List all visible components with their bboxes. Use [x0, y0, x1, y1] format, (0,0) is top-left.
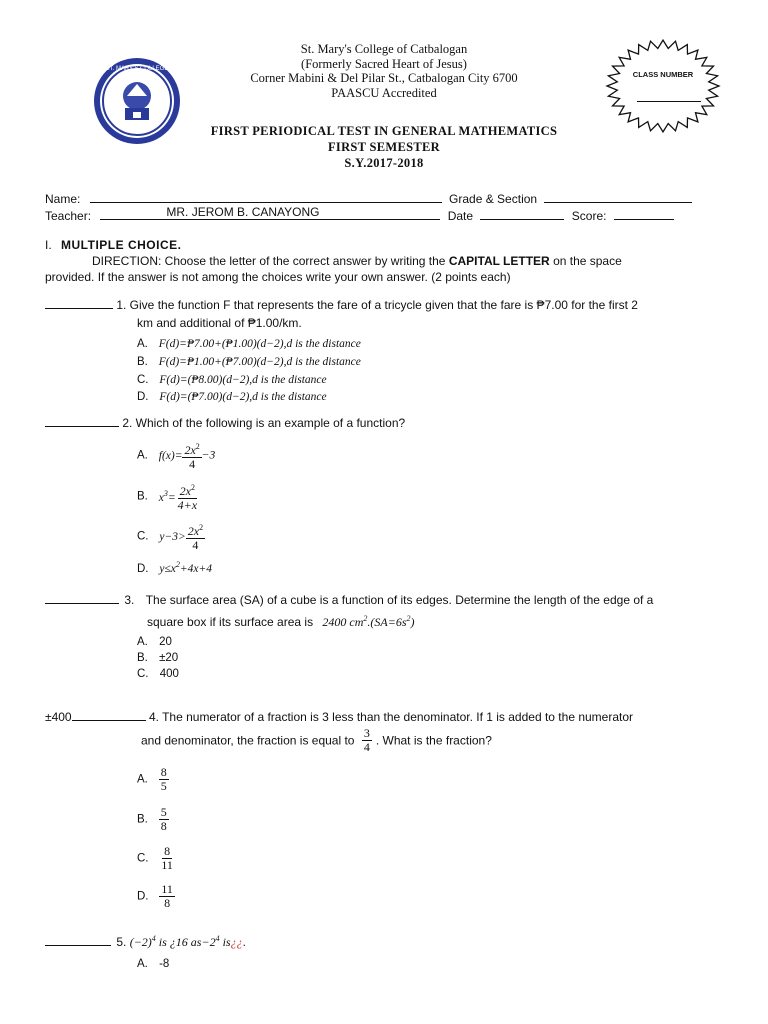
question-2-text: 2. Which of the following is an example of a function? — [122, 416, 406, 430]
section-title: MULTIPLE CHOICE. — [61, 238, 182, 252]
choice-letter: A. — [137, 449, 148, 462]
choice-letter: B. — [137, 652, 148, 664]
q3-choice-c — [137, 668, 179, 680]
choice-letter: A. — [137, 338, 148, 350]
direction-text: DIRECTION: Choose the letter of the correct answer by writing the — [92, 254, 446, 268]
grade-section-input-line[interactable] — [544, 190, 692, 203]
choice-letter: A. — [137, 636, 148, 648]
section-numeral: I. — [45, 238, 52, 252]
score-label: Score: — [571, 209, 607, 223]
answer-blank-4[interactable] — [72, 709, 146, 721]
answer-blank-2[interactable] — [45, 415, 119, 427]
name-label: Name: — [45, 192, 81, 206]
name-field-row — [45, 190, 692, 206]
direction-line-2: provided. If the answer is not among the choices write your own answer. (2 points each) — [45, 270, 511, 284]
choice-expression: F(d)=(₱7.00)(d−2),d is the distance — [159, 391, 327, 403]
question-4-text-line2: and denominator, the fraction is equal to $\frac{3}{4}$ . What is the fraction? — [141, 726, 492, 754]
direction-bold: CAPITAL LETTER — [448, 254, 550, 268]
q2-choice-c: C. y−3> $\frac{2x^2}{4}$ — [137, 523, 204, 552]
teacher-label: Teacher: — [45, 209, 92, 223]
q1-choice-c — [137, 374, 327, 386]
direction-line-1 — [92, 254, 622, 268]
test-semester: FIRST SEMESTER — [328, 140, 440, 154]
class-number-label: CLASS NUMBER — [632, 70, 694, 79]
q1-choice-b — [137, 356, 361, 368]
class-number-box — [604, 38, 722, 134]
date-input-line[interactable] — [480, 207, 564, 220]
q1-choice-d — [137, 391, 327, 403]
section-heading — [45, 238, 181, 252]
choice-value: 20 — [159, 636, 172, 648]
q2-choice-b: B. $x^3=$ $\frac{2x^2}{4+x}$ — [137, 483, 198, 512]
choice-letter: B. — [137, 356, 148, 368]
question-1-text: 1. Give the function F that represents the fare of a tricycle given that the fare is ₱7.00 for the first 2 — [116, 298, 638, 312]
question-3-number: 3. — [124, 593, 135, 607]
grade-section-label: Grade & Section — [449, 192, 538, 206]
q3-choice-a — [137, 636, 172, 648]
question-5: 5. $(-2)^4$ is ¿16 $as-2^4$ is¿¿. — [45, 929, 246, 952]
accreditation: PAASCU Accredited — [331, 86, 437, 100]
answer-blank-1[interactable] — [45, 297, 113, 309]
choice-letter: D. — [137, 562, 149, 575]
score-input-line[interactable] — [614, 207, 674, 220]
choice-letter: A. — [137, 773, 148, 786]
choice-letter: A. — [137, 958, 148, 970]
school-address: Corner Mabini & Del Pilar St., Catbalogan City 6700 — [250, 71, 518, 85]
class-number-line — [637, 101, 701, 102]
question-3-text: The surface area (SA) of a cube is a function of its edges. Determine the length of the edge of a — [145, 593, 654, 607]
test-school-year: S.Y.2017-2018 — [344, 156, 424, 170]
school-name: St. Mary's College of Catbalogan — [300, 42, 468, 56]
test-title: FIRST PERIODICAL TEST IN GENERAL MATHEMATICS — [210, 124, 558, 138]
teacher-field-row — [45, 206, 674, 223]
question-4-text-2a: and denominator, the fraction is equal to — [141, 733, 355, 748]
choice-letter: B. — [137, 490, 148, 503]
choice-expression: F(d)=(₱8.00)(d−2),d is the distance — [159, 374, 327, 386]
question-1-text-line2: km and additional of ₱1.00/km. — [137, 316, 302, 330]
choice-letter: C. — [137, 852, 149, 865]
question-4 — [45, 707, 633, 727]
question-3-text-line2: square box if its surface area is 2400 $cm^2.(SA=6s^2)$ — [147, 614, 415, 629]
choice-letter: C. — [137, 668, 149, 680]
question-1 — [45, 295, 638, 315]
choice-value: ±20 — [159, 652, 179, 664]
question-4-prefix: ±400 — [45, 710, 72, 724]
q4-choice-d: D. $\frac{11}{8}$ — [137, 882, 173, 910]
choice-letter: C. — [137, 374, 149, 386]
choice-letter: B. — [137, 813, 148, 826]
q4-choice-b: B. $\frac{5}{8}$ — [137, 805, 167, 833]
question-2 — [45, 413, 405, 433]
question-4-text-2b: . What is the fraction? — [375, 733, 492, 748]
question-4-text: 4. The numerator of a fraction is 3 less than the denominator. If 1 is added to the numerator — [148, 710, 634, 724]
svg-text:ST. MARY'S COLLEGE: ST. MARY'S COLLEGE — [105, 66, 169, 72]
date-label: Date — [447, 209, 474, 223]
choice-letter: C. — [137, 530, 149, 543]
choice-letter: D. — [137, 890, 149, 903]
choice-value: 400 — [159, 668, 179, 680]
q2-choice-d: D. $y\le x^2+4x+4$ — [137, 560, 213, 575]
answer-blank-5[interactable] — [45, 934, 111, 946]
school-former-name: (Formerly Sacred Heart of Jesus) — [301, 57, 467, 71]
choice-value: -8 — [159, 958, 170, 970]
q1-choice-a — [137, 338, 361, 350]
teacher-name: MR. JEROM B. CANAYONG — [166, 205, 320, 219]
choice-expression: F(d)=₱1.00+(₱7.00)(d−2),d is the distance — [158, 356, 361, 368]
q3-choice-b — [137, 652, 178, 664]
answer-blank-3[interactable] — [45, 592, 119, 604]
choice-expression: F(d)=₱7.00+(₱1.00)(d−2),d is the distance — [158, 338, 361, 350]
q4-choice-c: C. $\frac{8}{11}$ — [137, 844, 173, 872]
name-input-line[interactable] — [90, 190, 442, 203]
q2-choice-a: A. f(x)= $\frac{2x^2}{4}$ −3 — [137, 442, 216, 471]
direction-suffix: on the space — [553, 254, 622, 268]
choice-letter: D. — [137, 391, 149, 403]
question-5-number: 5. — [116, 935, 127, 949]
question-3 — [45, 590, 653, 610]
q5-choice-a — [137, 958, 169, 970]
q4-choice-a: A. $\frac{8}{5}$ — [137, 765, 167, 793]
question-3-text-2: square box if its surface area is — [147, 615, 314, 629]
teacher-line — [100, 206, 440, 220]
